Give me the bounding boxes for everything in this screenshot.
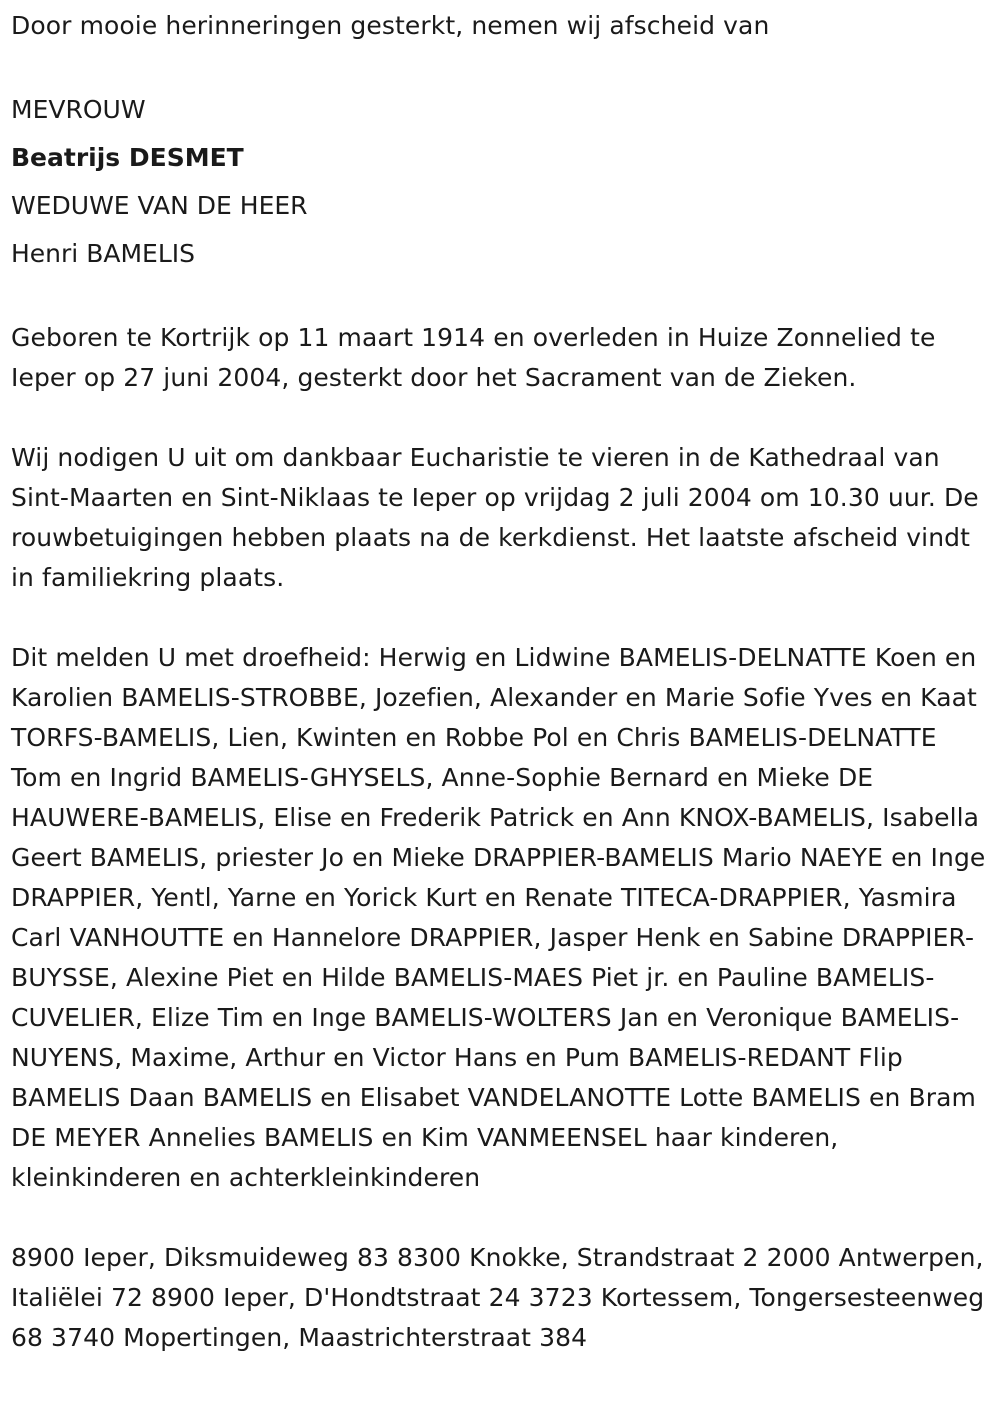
deceased-name: Beatrijs DESMET <box>11 143 244 172</box>
intro-line: Door mooie herinneringen gesterkt, nemen wij afscheid van <box>11 11 770 40</box>
widow-line: WEDUWE VAN DE HEER <box>11 191 308 220</box>
invitation-paragraph: Wij nodigen U uit om dankbaar Eucharistie te vieren in de Kathedraal van Sint-Maarten en Sint-Niklaas te Ieper op vrijdag 2 juli 2004 om 10.30 uur. De rouwbetuigingen hebben plaats na de kerkdienst. Het laatste afscheid vindt in familiekring plaats. <box>11 443 979 592</box>
spouse-name: Henri BAMELIS <box>11 239 195 268</box>
addresses-paragraph: 8900 Ieper, Diksmuideweg 83 8300 Knokke, Strandstraat 2 2000 Antwerpen, Italiëlei 72 8900 Ieper, D'Hondtstraat 24 3723 Kortessem, Tongersesteenweg 68 3740 Mopertingen, Maastrichterstraat 384 <box>11 1243 985 1352</box>
name-block <box>11 86 986 278</box>
birth-death-paragraph: Geboren te Kortrijk op 11 maart 1914 en overleden in Huize Zonnelied te Ieper op 27 juni 2004, gesterkt door het Sacrament van de Zieken. <box>11 323 936 392</box>
obituary-document <box>11 0 986 1358</box>
title-line: MEVROUW <box>11 95 146 124</box>
family-paragraph: Dit melden U met droefheid: Herwig en Lidwine BAMELIS-DELNATTE Koen en Karolien BAMELIS-STROBBE, Jozefien, Alexander en Marie Sofie Yves en Kaat TORFS-BAMELIS, Lien, Kwinten en Robbe Pol en Chris BAMELIS-DELNATTE Tom en Ingrid BAMELIS-GHYSELS, Anne-Sophie Bernard en Mieke DE HAUWERE-BAMELIS, Elise en Frederik Patrick en Ann KNOX-BAMELIS, Isabella Geert BAMELIS, priester Jo en Mieke DRAPPIER-BAMELIS Mario NAEYE en Inge DRAPPIER, Yentl, Yarne en Yorick Kurt en Renate TITECA-DRAPPIER, Yasmira Carl VANHOUTTE en Hannelore DRAPPIER, Jasper Henk en Sabine DRAPPIER-BUYSSE, Alexine Piet en Hilde BAMELIS-MAES Piet jr. en Pauline BAMELIS-CUVELIER, Elize Tim en Inge BAMELIS-WOLTERS Jan en Veronique BAMELIS-NUYENS, Maxime, Arthur en Victor Hans en Pum BAMELIS-REDANT Flip BAMELIS Daan BAMELIS en Elisabet VANDELANOTTE Lotte BAMELIS en Bram DE MEYER Annelies BAMELIS en Kim VANMEENSEL haar kinderen, kleinkinderen en achterkleinkinderen <box>11 643 986 1192</box>
